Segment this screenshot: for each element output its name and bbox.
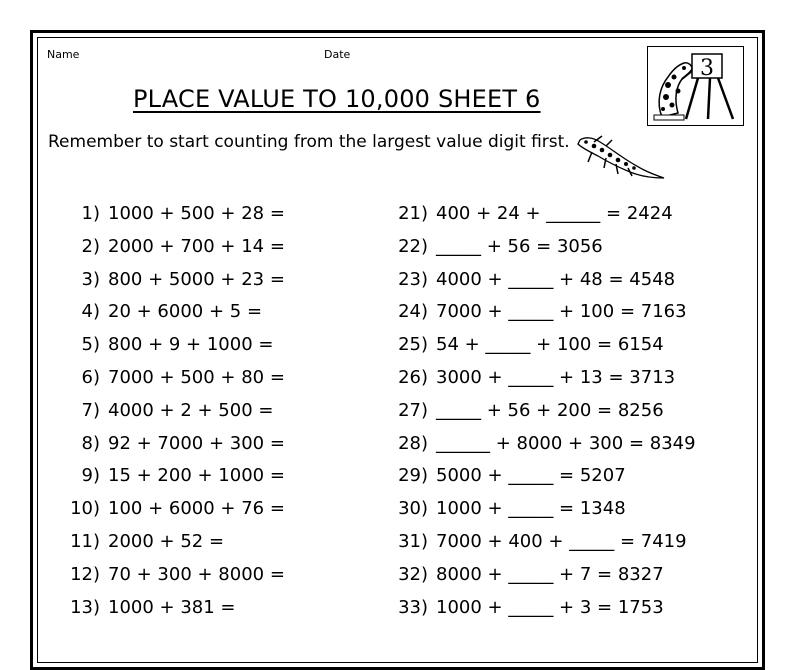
problem-row xyxy=(388,433,728,457)
problem-row xyxy=(388,597,728,621)
problem-number: 30) xyxy=(398,498,428,520)
problem-text: 54 + _____ + 100 = 6154 xyxy=(436,334,664,356)
problem-row xyxy=(60,301,400,325)
problem-number: 10) xyxy=(70,498,100,520)
problem-text: 400 + 24 + ______ = 2424 xyxy=(436,203,673,224)
problem-row xyxy=(388,236,728,260)
problem-row xyxy=(60,564,400,588)
problem-row xyxy=(60,400,400,424)
problem-text: 5000 + _____ = 5207 xyxy=(436,465,626,487)
problem-text: _____ + 56 = 3056 xyxy=(436,235,603,257)
problem-text: 1000 + _____ + 3 = 1753 xyxy=(436,596,664,618)
problem-number: 13) xyxy=(70,596,100,618)
problem-number: 8) xyxy=(81,432,100,454)
problem-number: 11) xyxy=(70,531,100,552)
problem-row xyxy=(388,531,728,555)
salamander-icon xyxy=(572,132,668,184)
problem-row xyxy=(60,334,400,358)
logo-grade-number: 3 xyxy=(700,56,714,81)
problem-text: 1000 + _____ = 1348 xyxy=(436,498,626,520)
problem-number: 1) xyxy=(81,203,100,224)
problem-text: 4000 + 2 + 500 = xyxy=(108,399,274,421)
problem-text: 70 + 300 + 8000 = xyxy=(108,563,285,585)
problem-text: 92 + 7000 + 300 = xyxy=(108,432,285,454)
problem-text: 3000 + _____ + 13 = 3713 xyxy=(436,367,676,388)
problem-row xyxy=(60,531,400,555)
problem-number: 2) xyxy=(81,235,100,257)
problem-number: 3) xyxy=(81,268,100,290)
problem-number: 6) xyxy=(81,367,100,388)
problem-number: 5) xyxy=(81,334,100,356)
problem-row xyxy=(388,334,728,358)
problem-text: ______ + 8000 + 300 = 8349 xyxy=(436,432,696,454)
date-label: Date xyxy=(324,48,351,61)
problem-row xyxy=(60,465,400,489)
name-label: Name xyxy=(47,48,80,61)
problem-row xyxy=(388,400,728,424)
problem-number: 4) xyxy=(81,301,100,323)
problem-text: 800 + 5000 + 23 = xyxy=(108,268,285,290)
problem-text: 100 + 6000 + 76 = xyxy=(108,498,285,520)
problem-number: 33) xyxy=(398,596,428,618)
problem-text: 15 + 200 + 1000 = xyxy=(108,465,285,487)
problem-row xyxy=(60,498,400,522)
problem-number: 29) xyxy=(398,465,428,487)
problem-row xyxy=(388,367,728,391)
instructions-text: Remember to start counting from the largest value digit first. xyxy=(48,132,570,152)
problem-text: 7000 + 400 + _____ = 7419 xyxy=(436,531,687,552)
problem-text: 2000 + 52 = xyxy=(108,531,225,552)
problem-number: 22) xyxy=(398,235,428,257)
problem-number: 32) xyxy=(398,563,428,585)
problem-text: 800 + 9 + 1000 = xyxy=(108,334,274,356)
problem-text: _____ + 56 + 200 = 8256 xyxy=(436,399,664,421)
problem-row xyxy=(388,269,728,293)
problem-row xyxy=(60,203,400,227)
problem-number: 7) xyxy=(81,399,100,421)
problem-number: 12) xyxy=(70,563,100,585)
problem-row xyxy=(60,269,400,293)
problem-text: 8000 + _____ + 7 = 8327 xyxy=(436,563,664,585)
problem-row xyxy=(60,236,400,260)
problem-row xyxy=(60,367,400,391)
problem-row xyxy=(388,465,728,489)
salamander-easel-icon xyxy=(648,47,743,125)
problem-text: 20 + 6000 + 5 = xyxy=(108,301,263,323)
problem-text: 1000 + 381 = xyxy=(108,596,236,618)
problem-row xyxy=(60,433,400,457)
problem-row xyxy=(388,301,728,325)
page-title: PLACE VALUE TO 10,000 SHEET 6 xyxy=(133,85,541,113)
problem-row xyxy=(388,498,728,522)
problem-number: 25) xyxy=(398,334,428,356)
problem-number: 23) xyxy=(398,268,428,290)
problem-text: 7000 + 500 + 80 = xyxy=(108,367,285,388)
problem-text: 2000 + 700 + 14 = xyxy=(108,235,285,257)
problem-row xyxy=(60,597,400,621)
problem-number: 26) xyxy=(398,367,428,388)
problem-number: 24) xyxy=(398,301,428,323)
problem-number: 31) xyxy=(398,531,428,552)
problem-number: 21) xyxy=(398,203,428,224)
problem-number: 28) xyxy=(398,432,428,454)
problem-number: 9) xyxy=(81,465,100,487)
problem-text: 1000 + 500 + 28 = xyxy=(108,203,285,224)
problem-text: 7000 + _____ + 100 = 7163 xyxy=(436,301,687,323)
problem-number: 27) xyxy=(398,399,428,421)
problem-row xyxy=(388,203,728,227)
grade-logo xyxy=(647,46,744,126)
problem-text: 4000 + _____ + 48 = 4548 xyxy=(436,268,676,290)
problem-row xyxy=(388,564,728,588)
